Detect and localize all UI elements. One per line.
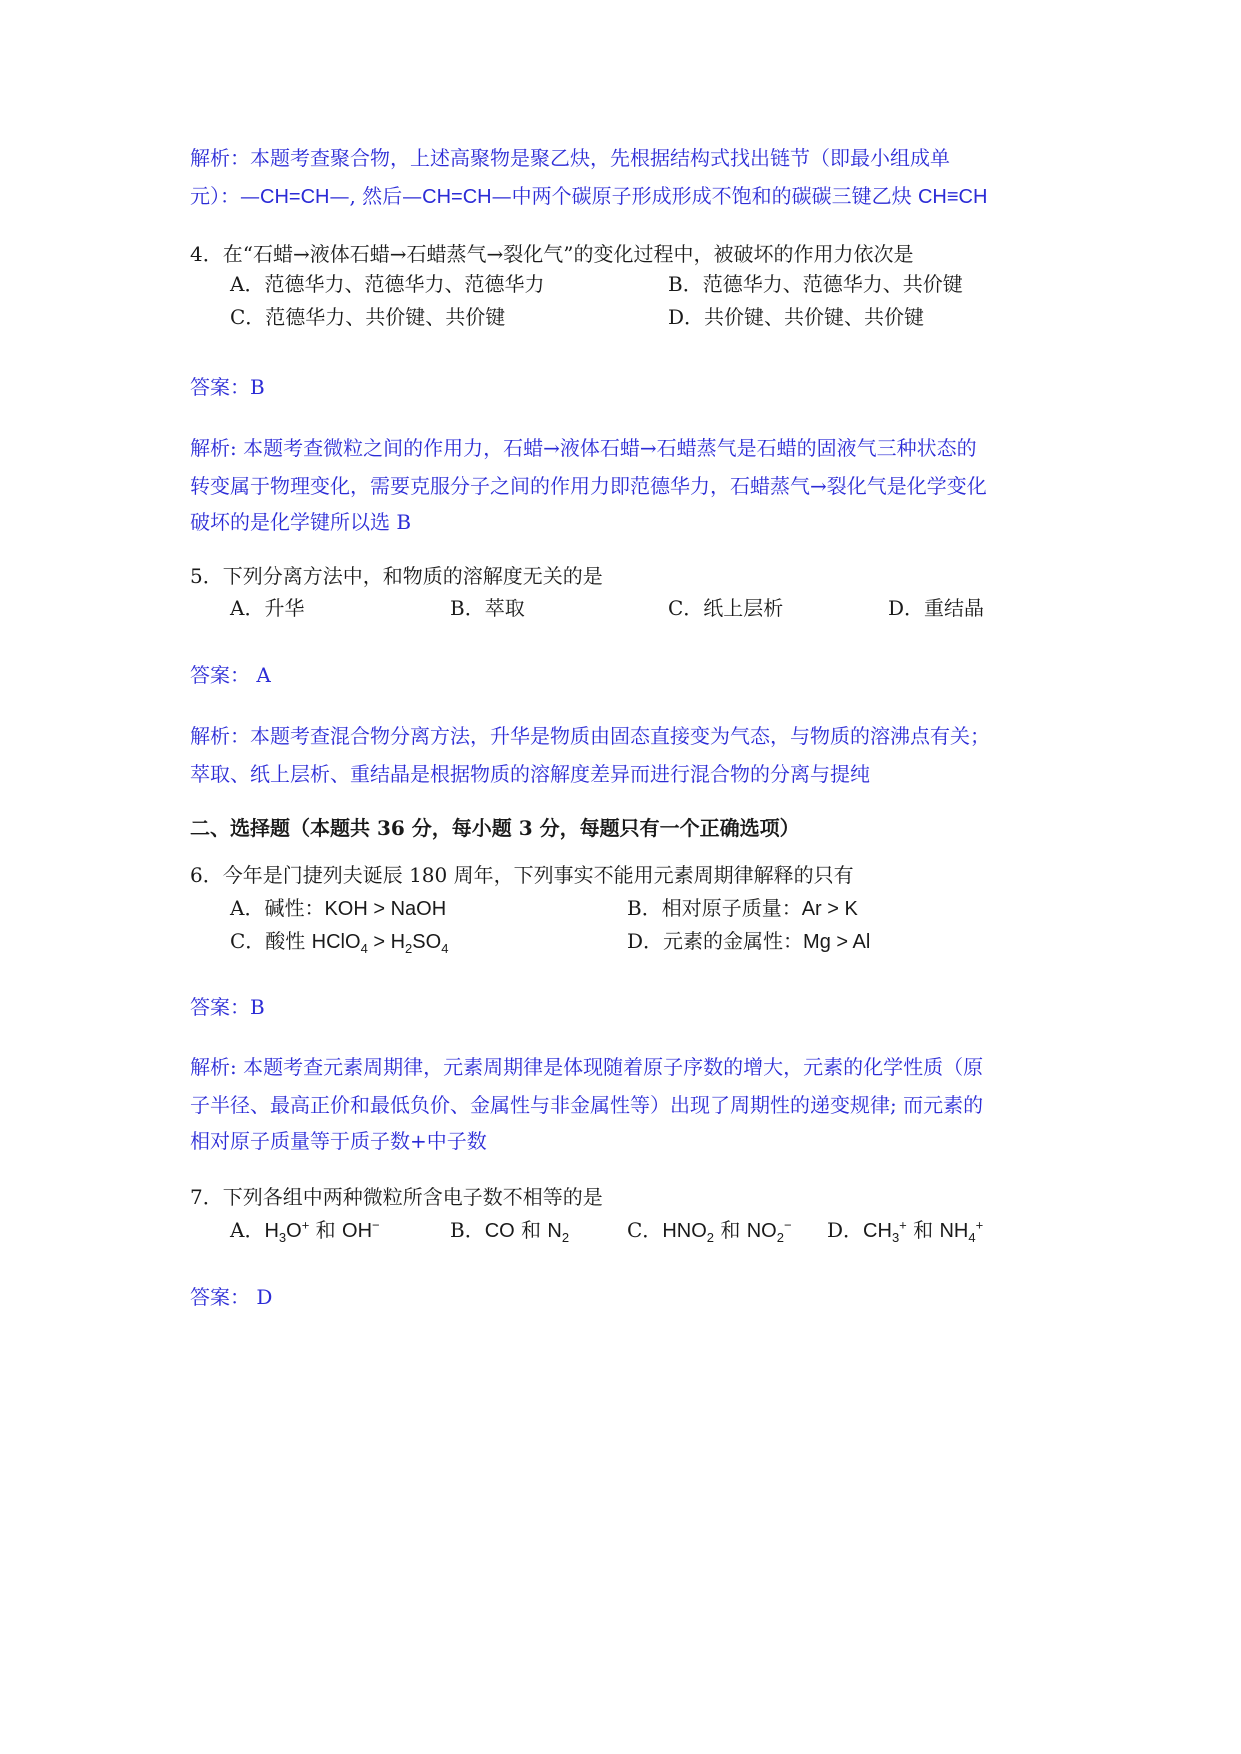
q6-option-d: D．元素的金属性：Mg > Al — [627, 929, 871, 953]
q3-analysis-line-1: 解析：本题考查聚合物，上述高聚物是聚乙炔，先根据结构式找出链节（即最小组成单 — [190, 146, 950, 170]
q4-analysis-line-3: 破坏的是化学键所以选 B — [190, 510, 412, 534]
q6-answer: 答案：B — [190, 995, 265, 1019]
q3-analysis-line-2: 元）：—CH=CH—, 然后—CH=CH—中两个碳原子形成形成不饱和的碳碳三键乙炔 CH≡CH — [190, 184, 988, 208]
q4-answer: 答案：B — [190, 375, 265, 399]
q4-option-a: A．范德华力、范德华力、范德华力 — [230, 272, 545, 296]
q5-answer: 答案： A — [190, 663, 271, 687]
q6-option-a: A．碱性：KOH > NaOH — [230, 896, 447, 920]
q6-stem: 6．今年是门捷列夫诞辰 180 周年，下列事实不能用元素周期律解释的只有 — [190, 863, 854, 887]
q5-option-a: A．升华 — [230, 596, 305, 620]
q4-option-d: D．共价键、共价键、共价键 — [668, 305, 925, 329]
q5-analysis-line-1: 解析：本题考查混合物分离方法，升华是物质由固态直接变为气态，与物质的溶沸点有关； — [190, 724, 990, 748]
q6-analysis-line-1: 解析: 本题考查元素周期律，元素周期律是体现随着原子序数的增大，元素的化学性质（原 — [190, 1055, 984, 1079]
q5-option-b: B．萃取 — [450, 596, 525, 620]
q5-stem: 5．下列分离方法中，和物质的溶解度无关的是 — [190, 564, 603, 588]
q6-option-c: C．酸性 HClO$_4$ > $H_2SO_4$ — [230, 929, 449, 956]
q4-analysis-line-1: 解析: 本题考查微粒之间的作用力，石蜡→液体石蜡→石蜡蒸气是石蜡的固液气三种状态的 — [190, 436, 977, 460]
q6-option-b: B．相对原子质量：Ar > K — [627, 896, 858, 920]
section-2-heading: 二、选择题（本题共 36 分，每小题 3 分，每题只有一个正确选项） — [190, 816, 800, 840]
q7-option-c: C．$HNO_2$ 和 $NO_2^-$ — [627, 1217, 792, 1245]
q6-analysis-line-2: 子半径、最高正价和最低负价、金属性与非金属性等）出现了周期性的递变规律; 而元素的 — [190, 1093, 984, 1117]
q5-analysis-line-2: 萃取、纸上层析、重结晶是根据物质的溶解度差异而进行混合物的分离与提纯 — [190, 762, 870, 786]
q4-option-c: C．范德华力、共价键、共价键 — [230, 305, 506, 329]
q7-option-d: D．$CH_3^+$ 和 $NH_4^+$ — [827, 1217, 984, 1245]
q7-option-a: A．$H_3O^+$ 和 OH− — [230, 1217, 380, 1245]
q4-analysis-line-2: 转变属于物理变化，需要克服分子之间的作用力即范德华力，石蜡蒸气→裂化气是化学变化 — [190, 474, 987, 498]
q4-stem: 4．在“石蜡→液体石蜡→石蜡蒸气→裂化气”的变化过程中，被破坏的作用力依次是 — [190, 242, 914, 266]
q7-option-b: B．CO 和 $N_2$ — [450, 1218, 570, 1245]
q6-analysis-line-3: 相对原子质量等于质子数+中子数 — [190, 1129, 487, 1153]
q5-option-d: D．重结晶 — [888, 596, 985, 620]
q7-answer: 答案： D — [190, 1285, 273, 1309]
q5-option-c: C．纸上层析 — [668, 596, 784, 620]
q7-stem: 7．下列各组中两种微粒所含电子数不相等的是 — [190, 1185, 603, 1209]
q4-option-b: B．范德华力、范德华力、共价键 — [668, 272, 963, 296]
